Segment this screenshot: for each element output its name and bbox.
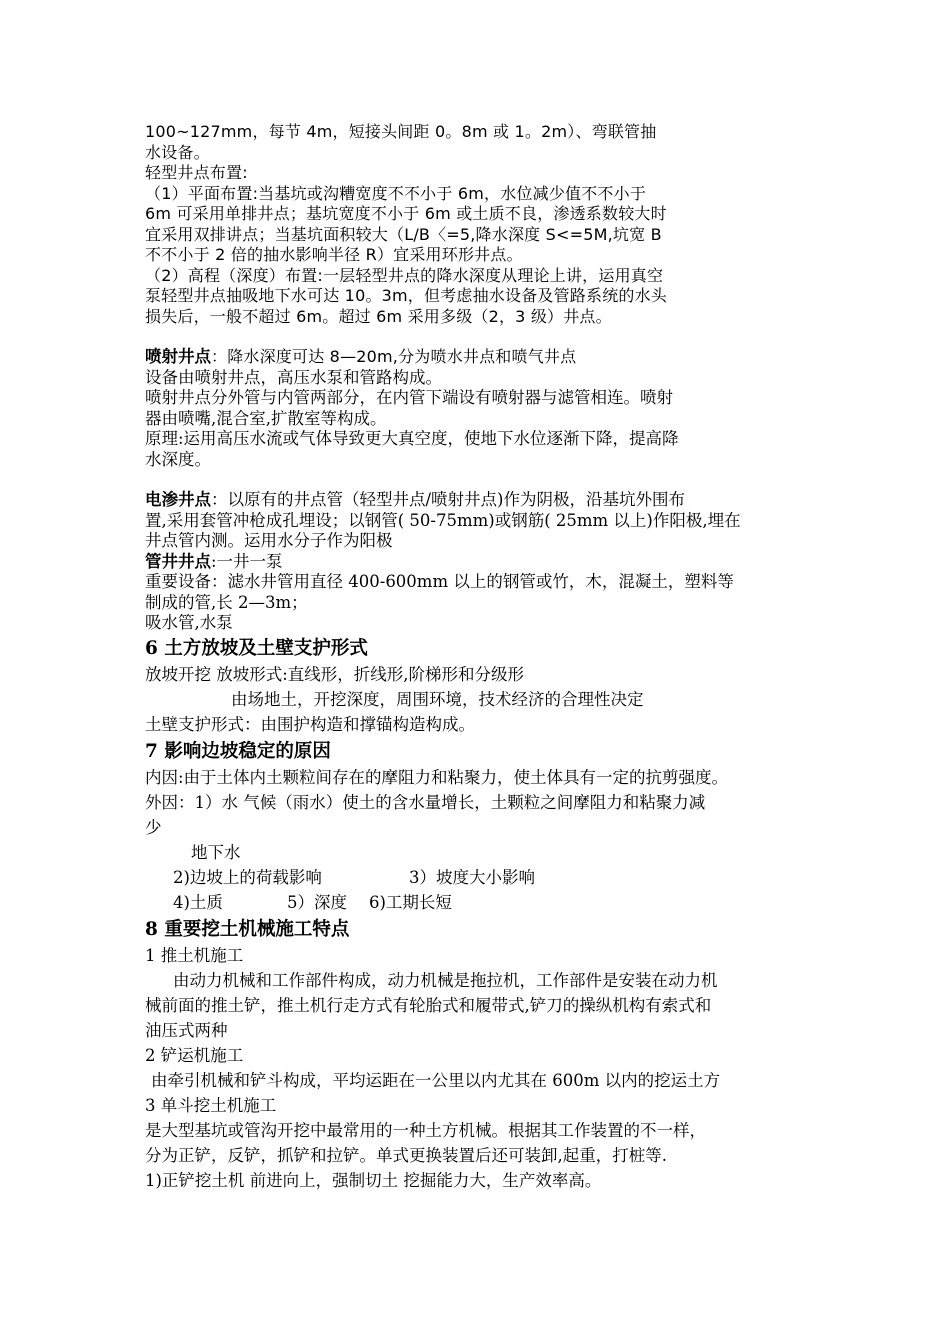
section-heading-6: 6 土方放坡及土壁支护形式 [145,637,368,659]
text-line: 是大型基坑或管沟开挖中最常用的一种土方机械。根据其工作装置的不一样， [145,1120,706,1140]
section-heading-7: 7 影响边坡稳定的原因 [145,740,331,762]
text-line: 土壁支护形式：由围护构造和撑锚构造构成。 [145,714,475,734]
text-line: 水设备。 [145,142,210,162]
text-line: 制成的管,长 2—3m； [145,592,308,612]
text-span: 3）坡度大小影响 [409,867,535,887]
paragraph-gap [145,327,825,347]
text-span: ：降水深度可达 8—20m,分为喷水井点和喷气井点 [211,347,577,366]
document-page [145,122,825,1193]
text-line: 少 [145,817,162,837]
text-line: 械前面的推土铲，推土机行走方式有轮胎式和履带式,铲刀的操纵机构有索式和 [145,995,712,1015]
text-line: 由牵引机械和铲斗构成，平均运距在一公里以内尤其在 600m 以内的挖运土方 [151,1070,721,1090]
text-span: ：以原有的井点管（轻型井点/喷射井点)作为阴极，沿基坑外围布 [211,490,685,509]
text-line: 地下水 [191,842,241,862]
section-heading-8: 8 重要挖土机械施工特点 [145,918,350,940]
text-line: 放坡开挖 放坡形式:直线形，折线形,阶梯形和分级形 [145,664,525,684]
text-line [145,890,825,915]
text-span: 5）深度 [287,892,347,912]
text-line: （2）高程（深度）布置:一层轻型井点的降水深度从理论上讲，运用真空 [145,265,664,285]
text-line: 2 铲运机施工 [145,1045,244,1065]
text-line [145,865,825,890]
text-line [145,347,825,368]
text-line: 1 推土机施工 [145,945,244,965]
section-label-tube-well: 管井井点 [145,551,211,571]
text-line: 损失后，一般不超过 6m。超过 6m 采用多级（2，3 级）井点。 [145,306,612,326]
text-line: 100~127mm，每节 4m，短接头间距 0。8m 或 1。2m）、弯联管抽 [145,122,657,141]
text-line [145,490,825,511]
text-line: 轻型井点布置: [145,163,248,182]
text-line: 吸水管,水泵 [145,613,233,632]
section-label-jet-well: 喷射井点 [145,347,211,366]
text-line: 分为正铲，反铲，抓铲和拉铲。单式更换装置后还可装卸,起重，打桩等. [145,1145,667,1165]
text-span: 2)边坡上的荷载影响 [173,867,322,887]
section-label-electro-osmosis-well: 电渗井点 [145,490,211,509]
text-line: 1)正铲挖土机 前进向上，强制切土 挖掘能力大，生产效率高。 [145,1170,602,1190]
text-line: 喷射井点分外管与内管两部分，在内管下端设有喷射器与滤管相连。喷射 [145,388,673,407]
text-line: 油压式两种 [145,1020,228,1040]
text-line: 重要设备：滤水井管用直径 400-600mm 以上的钢管或竹，木，混凝土，塑料等 [145,572,734,591]
text-line: 6m 可采用单排井点；基坑宽度不小于 6m 或土质不良，渗透系数较大时 [145,204,667,223]
text-line [145,552,825,573]
text-span: :一井一泵 [211,551,283,571]
paragraph-gap [145,470,825,490]
text-line: 外因：1）水 气候（雨水）使土的含水量增长，土颗粒之间摩阻力和粘聚力减 [145,792,706,812]
text-line: 由动力机械和工作部件构成，动力机械是拖拉机，工作部件是安装在动力机 [173,970,718,990]
text-line: 由场地土，开挖深度，周围环境，技术经济的合理性决定 [231,689,644,709]
text-line: 不不小于 2 倍的抽水影响半径 R）宜采用环形井点。 [145,245,523,264]
text-line: 水深度。 [145,449,211,469]
text-line: 设备由喷射井点，高压水泵和管路构成。 [145,367,442,387]
text-line: 器由喷嘴,混合室,扩散室等构成。 [145,408,387,428]
text-line: 泵轻型井点抽吸地下水可达 10。3m，但考虑抽水设备及管路系统的水头 [145,286,668,305]
text-span: 6)工期长短 [369,892,452,912]
text-line: 原理:运用高压水流或气体导致更大真空度，使地下水位逐渐下降，提高降 [145,429,679,448]
text-line: 3 单斗挖土机施工 [145,1095,277,1115]
text-span: 4)土质 [173,892,223,912]
text-line: 井点管内测。运用水分子作为阳极 [145,531,393,550]
text-line: 内因:由于土体内土颗粒间存在的摩阻力和粘聚力，使土体具有一定的抗剪强度。 [145,767,729,787]
text-line: 置,采用套管冲枪成孔埋设；以钢管( 50-75mm)或钢筋( 25mm 以上)作阳极,埋在 [145,510,741,530]
text-line: 宜采用双排讲点；当基坑面积较大（L/B〈=5,降水深度 S<=5M,坑宽 B [145,224,662,244]
text-line: （1）平面布置:当基坑或沟糟宽度不不小于 6m，水位减少值不不小于 [145,183,647,203]
